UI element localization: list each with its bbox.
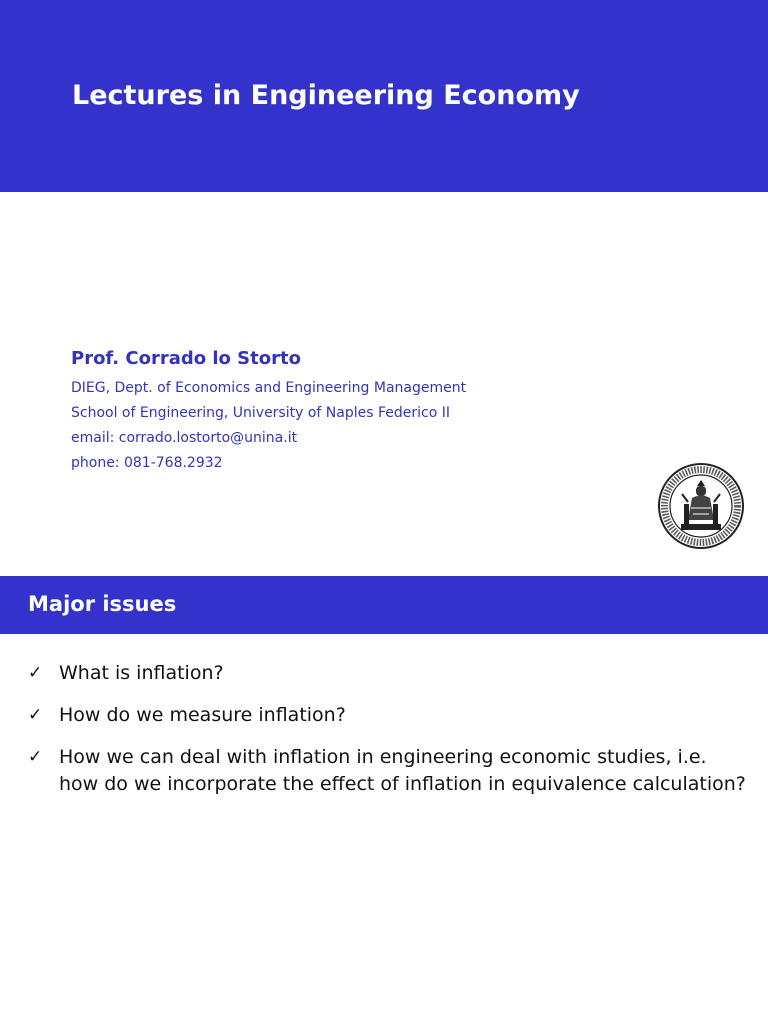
issue-list (28, 660, 748, 813)
issue-text: How we can deal with inflation in engineering economic studies, i.e. how do we incorporate the effect of inflation in equivalence calculation? (59, 746, 746, 795)
list-item (28, 744, 748, 798)
section-title: Major issues (28, 592, 177, 616)
list-item (28, 660, 748, 687)
issue-text: What is inflation? (59, 662, 224, 684)
university-seal-icon (657, 462, 745, 550)
checkmark-icon: ✓ (28, 747, 43, 767)
author-school: School of Engineering, University of Naples Federico II (71, 405, 450, 421)
issue-text: How do we measure inflation? (59, 704, 346, 726)
checkmark-icon: ✓ (28, 663, 43, 683)
author-email: email: corrado.lostorto@unina.it (71, 430, 298, 446)
slide-title: Lectures in Engineering Economy (72, 80, 580, 111)
author-phone: phone: 081-768.2932 (71, 455, 223, 471)
author-name: Prof. Corrado lo Storto (71, 348, 301, 369)
author-department: DIEG, Dept. of Economics and Engineering Management (71, 380, 467, 396)
list-item (28, 702, 748, 729)
checkmark-icon: ✓ (28, 705, 43, 725)
author-block (71, 348, 631, 476)
